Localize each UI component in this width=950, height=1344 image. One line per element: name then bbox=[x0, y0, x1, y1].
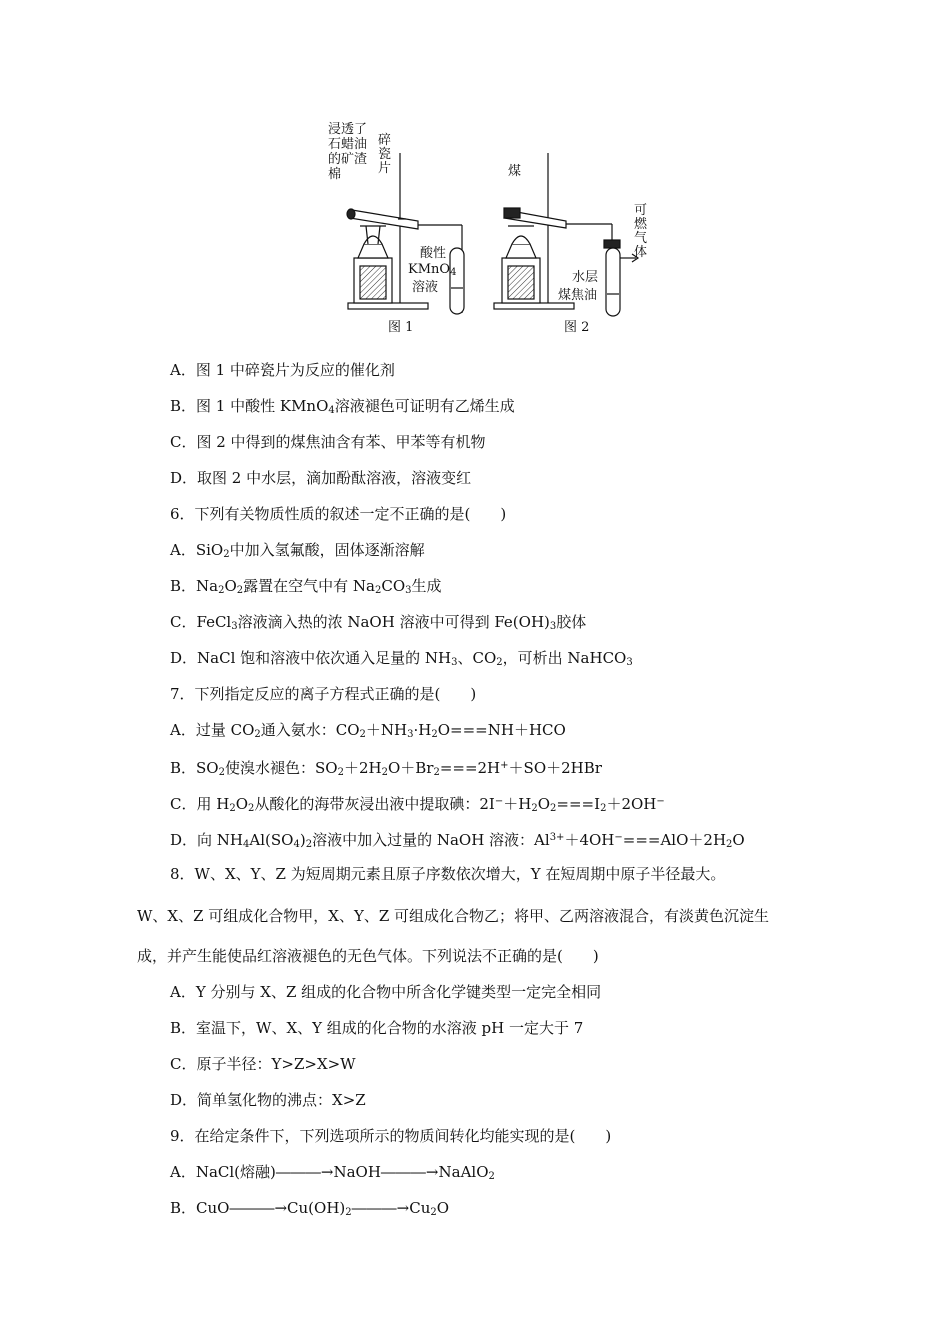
q8-option-d: D．简单氢化物的沸点：X>Z bbox=[170, 1091, 366, 1109]
fig1-label-kmno4-3: 溶液 bbox=[412, 280, 439, 295]
arrow-icon: ―――→ bbox=[229, 1199, 288, 1217]
fig1-label-porcelain: 碎瓷片 bbox=[378, 133, 392, 176]
q5-option-d: D．取图 2 中水层，滴加酚酞溶液，溶液变红 bbox=[170, 469, 472, 487]
q6-option-b: B．$Na_2O_2$露置在空气中有 $Na_2CO_3$生成 bbox=[170, 577, 442, 596]
q7-option-a: A．过量 $CO_2$通入氨水：$CO_2+NH_3\cdot H_2O===NH+HCO$ bbox=[170, 721, 566, 740]
fig2-label-coal: 煤 bbox=[508, 164, 522, 179]
fig2-label-water: 水层 bbox=[572, 270, 599, 285]
q8-option-a: A．Y 分别与 X、Z 组成的化合物中所含化学键类型一定完全相同 bbox=[170, 983, 602, 1001]
arrow-icon: ―――→ bbox=[351, 1199, 410, 1217]
q8-option-b: B．室温下，W、X、Y 组成的化合物的水溶液 pH 一定大于 7 bbox=[170, 1019, 584, 1037]
q7-stem: 7．下列指定反应的离子方程式正确的是( ) bbox=[170, 685, 477, 703]
fig2-label-gas: 可燃气体 bbox=[634, 203, 648, 260]
q7-option-c: C．用 $H_2O_2$从酸化的海带灰浸出液中提取碘：$2I^-+H_2O_2===I_2+2OH^-$ bbox=[170, 795, 665, 814]
q9-option-b: B．$CuO―――\to Cu(OH)_2―――\to Cu_2O$ bbox=[170, 1199, 450, 1218]
q6-option-a: A．SiO$_2$中加入氢氟酸，固体逐渐溶解 bbox=[170, 541, 425, 560]
fig2-label-tar: 煤焦油 bbox=[558, 288, 598, 303]
arrow-icon: ―――→ bbox=[275, 1163, 334, 1181]
fig1-caption: 图 1 bbox=[388, 320, 414, 335]
apparatus-figure bbox=[320, 118, 660, 344]
q8-stem-line-3: 成，并产生能使品红溶液褪色的无色气体。下列说法不正确的是( ) bbox=[137, 947, 599, 965]
q5-option-b: B．图 1 中酸性 KMnO$_4$溶液褪色可证明有乙烯生成 bbox=[170, 397, 515, 416]
q6-option-c: C．FeCl$_3$溶液滴入热的浓 NaOH 溶液中可得到 $Fe(OH)_3$胶体 bbox=[170, 613, 587, 632]
q7-option-b: B．$SO_2$使溴水褪色：$SO_2+2H_2O+Br_2===2H^++SO+2HBr$ bbox=[170, 759, 602, 778]
fig1-label-mineral-wool: 浸透了石蜡油的矿渣棉 bbox=[328, 122, 368, 182]
q8-option-c: C．原子半径：Y>Z>X>W bbox=[170, 1055, 356, 1073]
fig2-caption: 图 2 bbox=[564, 320, 590, 335]
fig1-label-kmno4-1: 酸性 bbox=[420, 246, 447, 261]
q8-stem-line-1: 8．W、X、Y、Z 为短周期元素且原子序数依次增大，Y 在短周期中原子半径最大。 bbox=[170, 865, 726, 883]
fig1-label-kmno4-2: KMnO$_4$ bbox=[408, 262, 457, 278]
q9-stem: 9．在给定条件下，下列选项所示的物质间转化均能实现的是( ) bbox=[170, 1127, 612, 1145]
q5-option-c: C．图 2 中得到的煤焦油含有苯、甲苯等有机物 bbox=[170, 433, 486, 451]
q6-stem: 6．下列有关物质性质的叙述一定不正确的是( ) bbox=[170, 505, 507, 523]
q9-option-a: A．NaCl(熔融)―――→NaOH―――→NaAlO$_2$ bbox=[170, 1163, 495, 1182]
q8-stem-line-2: W、X、Z 可组成化合物甲，X、Y、Z 可组成化合物乙；将甲、乙两溶液混合，有淡黄色沉淀生 bbox=[137, 907, 770, 925]
q5-option-a: A．图 1 中碎瓷片为反应的催化剂 bbox=[170, 361, 395, 379]
q7-option-d: D．向 $NH_4Al(SO_4)_2$溶液中加入过量的 NaOH 溶液：$Al^{3+}+4OH^-===AlO+2H_2O$ bbox=[170, 831, 745, 850]
q6-option-d: D．NaCl 饱和溶液中依次通入足量的 $NH_3$、$CO_2$，可析出 NaHCO$_3$ bbox=[170, 649, 633, 668]
arrow-icon: ―――→ bbox=[380, 1163, 439, 1181]
